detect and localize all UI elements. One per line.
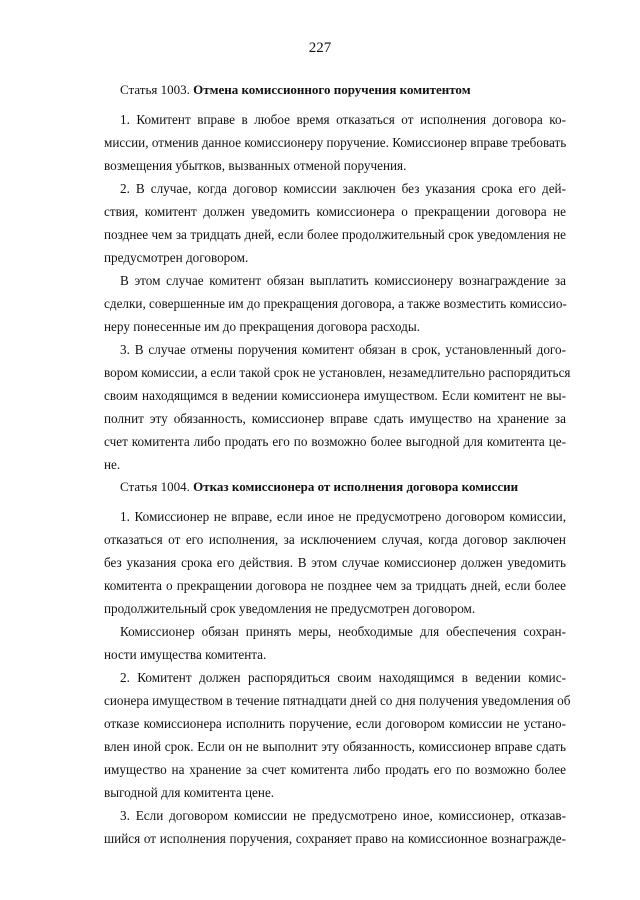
text-line: отказе комиссионера исполнить поручение, если договором комиссии не устано- <box>104 716 566 731</box>
article-1003-number: Статья 1003. <box>120 82 190 97</box>
article-1003-heading <box>120 82 590 98</box>
text-line: возмещения убытков, вызванных отменой поручения. <box>104 158 407 173</box>
text-line: без указания срока его действия. В этом случае комиссионер должен уведомить <box>104 555 566 570</box>
page-number: 227 <box>308 40 332 56</box>
text-line: шийся от исполнения поручения, сохраняет право на комиссионное вознагражде- <box>104 831 566 846</box>
text-line: отказаться от его исполнения, за исключением случая, когда договор заключен <box>104 532 566 547</box>
text-line: вором комиссии, а если такой срок не установлен, незамедлительно распорядиться <box>104 365 571 380</box>
text-line: комитента о прекращении договора не позднее чем за тридцать дней, если более <box>104 578 566 593</box>
text-line: 1. Комиссионер не вправе, если иное не предусмотрено договором комиссии, <box>120 509 566 524</box>
text-line: 2. Комитент должен распорядиться своим находящимся в ведении комис- <box>120 670 566 685</box>
text-line: полнит эту обязанность, комиссионер вправе сдать имущество на хранение за <box>104 411 566 426</box>
text-line: позднее чем за тридцать дней, если более продолжительный срок уведомления не <box>104 227 566 242</box>
text-line: счет комитента либо продать его по возможно более выгодной для комитента це- <box>104 434 566 449</box>
text-line: 1. Комитент вправе в любое время отказаться от исполнения договора ко- <box>120 112 566 127</box>
article-1004-number: Статья 1004. <box>120 479 190 494</box>
text-line: ности имущества комитента. <box>104 647 267 662</box>
article-1004-heading <box>120 479 590 495</box>
text-line: влен иной срок. Если он не выполнит эту обязанность, комиссионер вправе сдать <box>104 739 566 754</box>
article-1004-title: Отказ комиссионера от исполнения договора комиссии <box>193 479 519 494</box>
text-line: не. <box>104 457 121 472</box>
text-line: предусмотрен договором. <box>104 250 249 265</box>
text-line: 3. Если договором комиссии не предусмотрено иное, комиссионер, отказав- <box>120 808 566 823</box>
text-line: В этом случае комитент обязан выплатить комиссионеру вознаграждение за <box>120 273 566 288</box>
text-line: ствия, комитент должен уведомить комиссионера о прекращении договора не <box>104 204 566 219</box>
text-line: миссии, отменив данное комиссионеру поручение. Комиссионер вправе требовать <box>104 135 567 150</box>
text-line: продолжительный срок уведомления не предусмотрен договором. <box>104 601 476 616</box>
text-line: имущество на хранение за счет комитента либо продать его по возможно более <box>104 762 566 777</box>
article-1003-title: Отмена комиссионного поручения комитентом <box>193 82 471 97</box>
text-line: 3. В случае отмены поручения комитент обязан в срок, установленный дого- <box>120 342 566 357</box>
text-line: неру понесенные им до прекращения договора расходы. <box>104 319 420 334</box>
text-line: сделки, совершенные им до прекращения договора, а также возместить комиссио- <box>104 296 567 311</box>
text-line: 2. В случае, когда договор комиссии заключен без указания срока его дей- <box>120 181 566 196</box>
text-line: Комиссионер обязан принять меры, необходимые для обеспечения сохран- <box>120 624 566 639</box>
text-line: сионера имуществом в течение пятнадцати дней со дня получения уведомления об <box>104 693 571 708</box>
text-line: выгодной для комитента цене. <box>104 785 275 800</box>
text-line: своим находящимся в ведении комиссионера имуществом. Если комитент не вы- <box>104 388 566 403</box>
